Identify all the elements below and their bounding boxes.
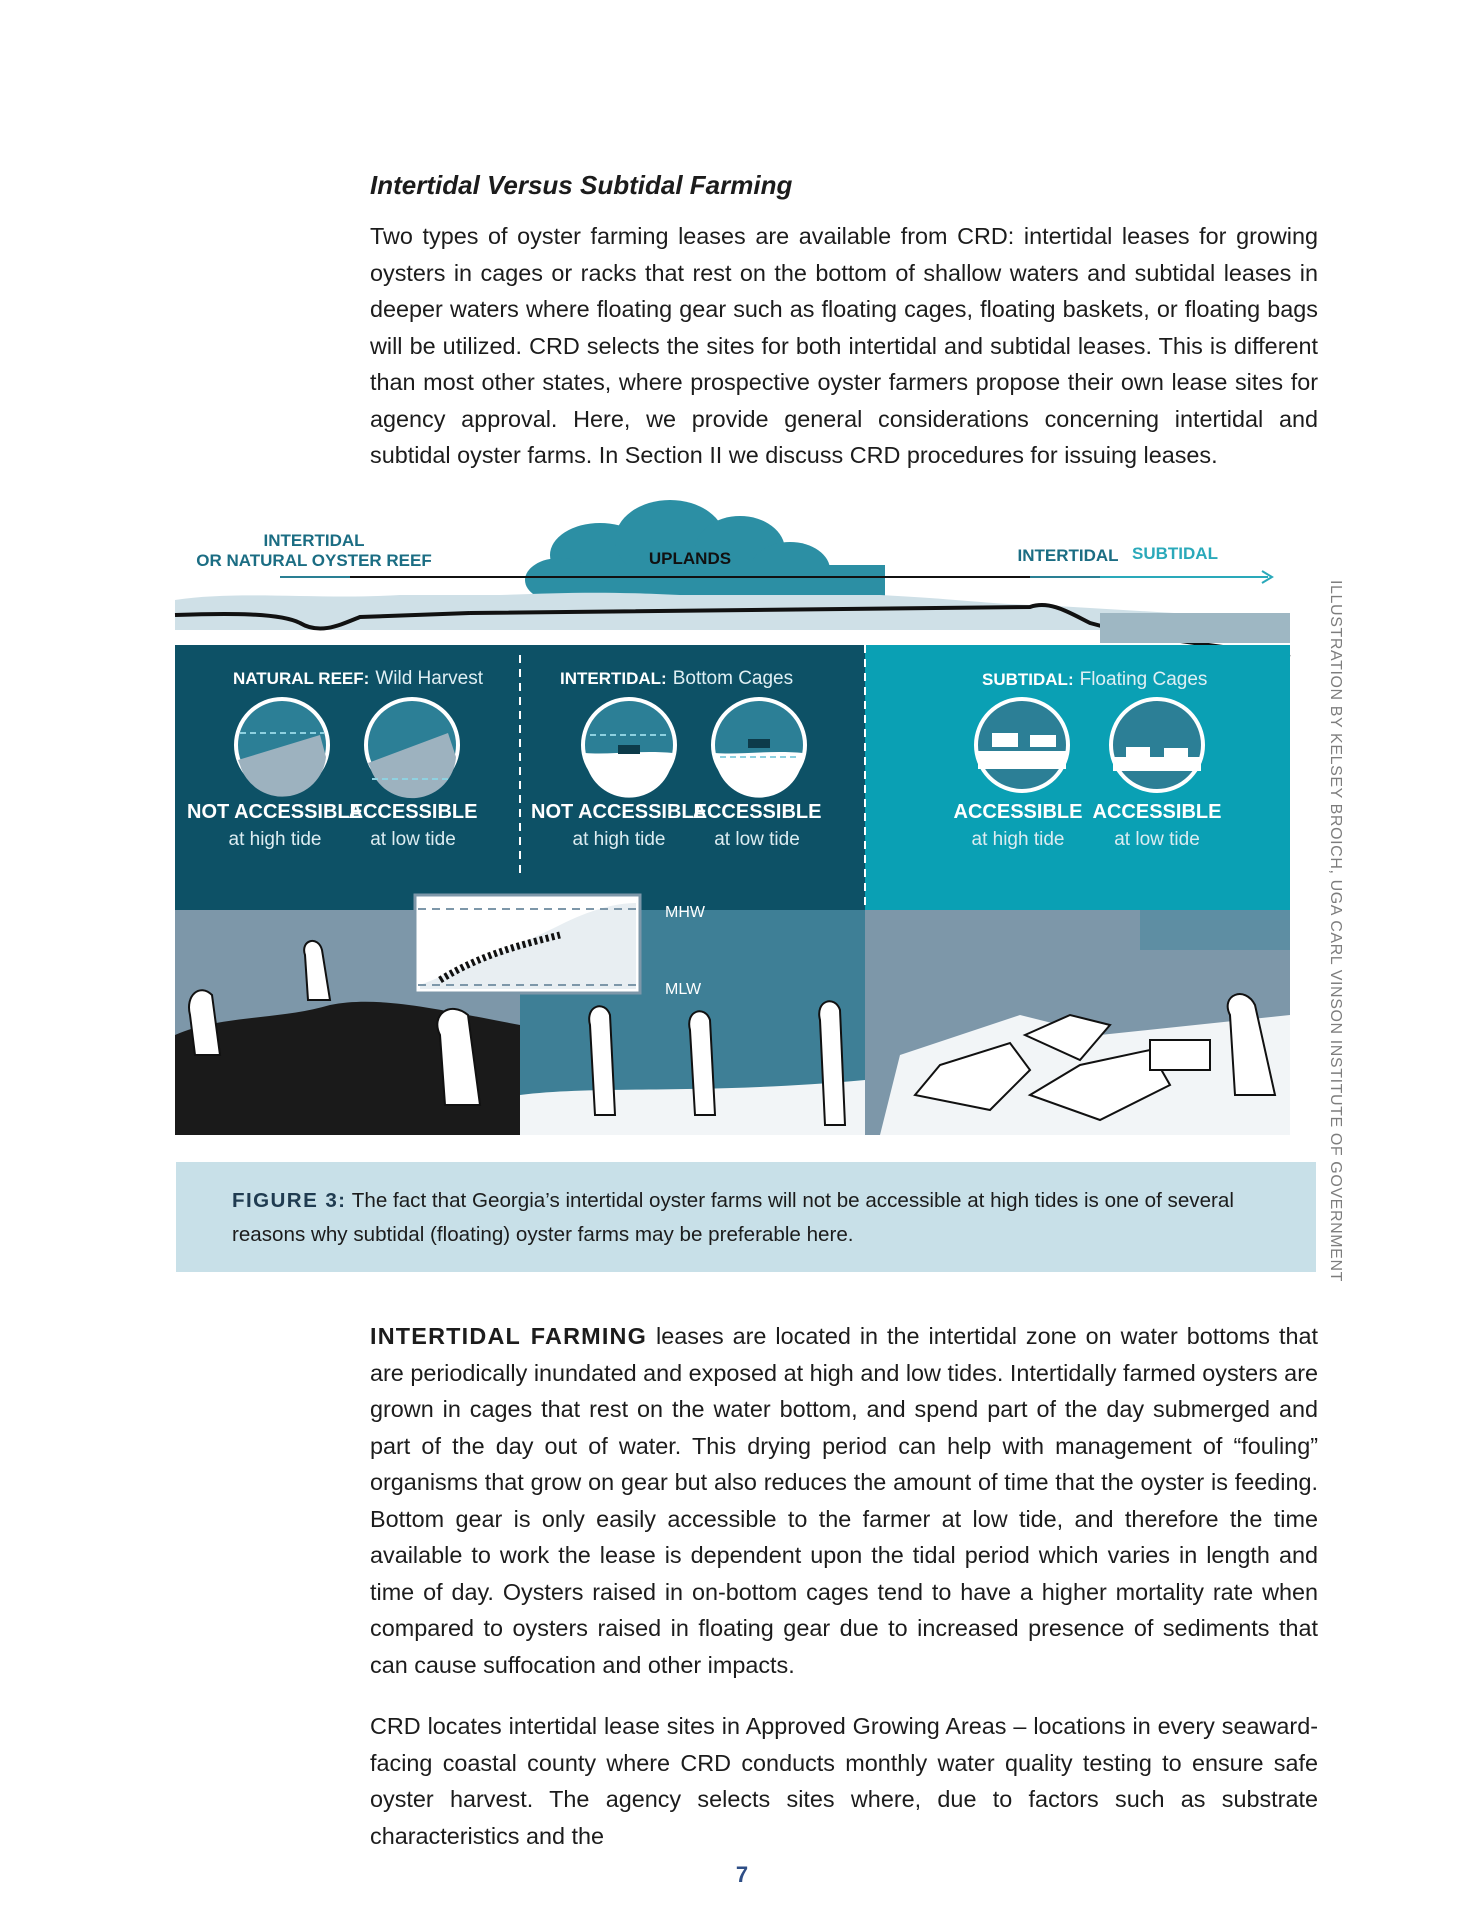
zone-title-subtidal: SUBTIDAL: Floating Cages (982, 669, 1208, 690)
subtidal-high-status: ACCESSIBLE (953, 801, 1083, 823)
subtidal-low-status: ACCESSIBLE (1092, 801, 1222, 823)
zone-title-intertidal: INTERTIDAL: Bottom Cages (560, 668, 794, 689)
reef-low-when: at low tide (370, 829, 456, 850)
intertidal-high-when: at high tide (572, 829, 666, 850)
intertidal-high-status: NOT ACCESSIBLE (531, 801, 707, 823)
caption-text: The fact that Georgia’s intertidal oyster farms will not be accessible at high tides is one of several reasons why subtidal (floating) oyster farms may be preferable here. (232, 1189, 1234, 1246)
mlw-label: MLW (665, 981, 702, 998)
intertidal-farming-text: leases are located in the intertidal zone on water bottoms that are periodically inundated and exposed at high and low tides. Intertidally farmed oysters are grown in cages that rest on the water bottom, and spend part of the day submerged and part of the day out of water. This drying period can help with management of “fouling” organisms that grow on gear but also reduces the amount of time that the oyster is feeding. Bottom gear is only easily accessible to the farmer at low tide, and therefore the time available to work the lease is dependent upon the tidal period which varies in length and time of day. Oysters raised in on-bottom cages tend to have a higher mortality rate when compared to oysters raised in floating gear due to increased presence of sediments that can cause suffocation and other impacts. (370, 1323, 1318, 1678)
intertidal-low-status: ACCESSIBLE (692, 801, 822, 823)
figure-caption (176, 1162, 1316, 1272)
mhw-label: MHW (665, 904, 705, 921)
section-title: Intertidal Versus Subtidal Farming (370, 170, 793, 200)
reef-low-status: ACCESSIBLE (348, 801, 478, 823)
crd-paragraph: CRD locates intertidal lease sites in Approved Growing Areas – locations in every seaward-facing coastal county where CRD conducts monthly water quality testing to ensure safe oyster harvest. The agency selects sites where, due to factors such as substrate characteristics and the (370, 1713, 1318, 1849)
intro-paragraph: Two types of oyster farming leases are available from CRD: intertidal leases for growing oysters in cages or racks that rest on the bottom of shallow waters and subtidal leases in deeper waters where floating gear such as floating cages, floating baskets, or floating bags will be utilized. CRD selects the sites for both intertidal and subtidal leases. This is different than most other states, where prospective oyster farmers propose their own lease sites for agency approval. Here, we provide general considerations concerning intertidal and subtidal oyster farms. In Section II we discuss CRD procedures for issuing leases. (370, 223, 1318, 468)
intertidal-farming-lead: INTERTIDAL FARMING (370, 1323, 648, 1349)
reef-high-status: NOT ACCESSIBLE (187, 801, 363, 823)
oyster-zone-illustration (0, 495, 1340, 1150)
subtidal-low-when: at low tide (1114, 829, 1200, 850)
subtidal-top-label: SUBTIDAL (1132, 544, 1218, 563)
reef-high-when: at high tide (228, 829, 322, 850)
tide-inset (415, 895, 640, 993)
subtidal-high-when: at high tide (971, 829, 1065, 850)
zone-title-natural-reef: NATURAL REEF: Wild Harvest (233, 668, 483, 689)
figure-number: FIGURE 3: (232, 1189, 347, 1212)
subtidal-panel (865, 645, 1290, 910)
natural-reef-label: INTERTIDAL (263, 531, 365, 550)
page-number: 7 (735, 1862, 749, 1887)
natural-reef-label-2: OR NATURAL OYSTER REEF (196, 551, 432, 570)
intertidal-farming-paragraph (370, 1318, 1318, 1683)
uplands-label: UPLANDS (648, 549, 732, 568)
illustration-credit: ILLUSTRATION BY KELSEY BROICH, UGA CARL VINSON INSTITUTE OF GOVERNMENT (1327, 580, 1344, 1282)
intertidal-top-label: INTERTIDAL (1017, 546, 1119, 565)
intertidal-low-when: at low tide (714, 829, 800, 850)
